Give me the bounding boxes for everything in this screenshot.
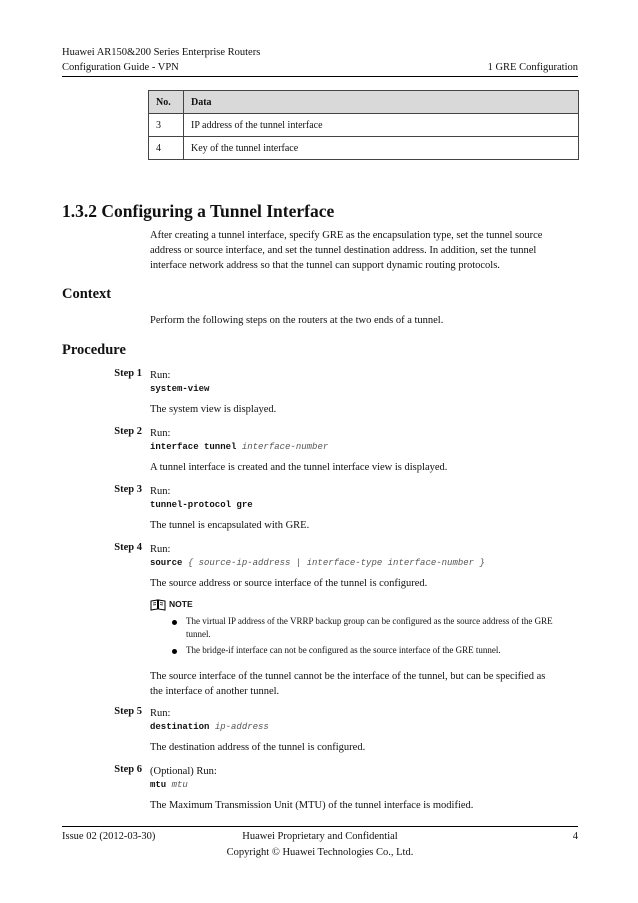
table-cell-data: IP address of the tunnel interface [184,114,579,137]
header-guide: Configuration Guide - VPN [62,62,179,73]
header-rule [62,76,578,77]
table-cell-data: Key of the tunnel interface [184,137,579,160]
step-command-line [150,558,485,568]
step-result: The Maximum Transmission Unit (MTU) of the tunnel interface is modified. [150,800,474,811]
intro-line: After creating a tunnel interface, specify GRE as the encapsulation type, set the tunnel source [150,230,543,241]
step4-extra [150,669,580,699]
table-header-row [149,91,579,114]
note-bullet-2: The bridge-if interface can not be configured as the source interface of the GRE tunnel. [186,645,501,655]
step-run: Run: [150,428,171,439]
step-command-line [150,722,269,732]
step-result: A tunnel interface is created and the tunnel interface view is displayed. [150,462,448,473]
step-run: Run: [150,370,171,381]
footer-copyright: Copyright © Huawei Technologies Co., Ltd. [226,847,414,858]
procedure-heading: Procedure [62,342,126,358]
step-argument: ip-address [214,722,269,732]
step4-extra-line: the interface of another tunnel. [150,686,280,697]
step4-extra-line: The source interface of the tunnel cannot be the interface of the tunnel, but can be specified as [150,671,546,682]
step-command: destination [150,722,210,732]
step-label: Step 2 [114,426,142,437]
note-header [150,598,193,610]
table-cell-no: 4 [149,137,184,160]
step-command: mtu [150,780,167,790]
step-label: Step 4 [114,542,142,553]
step-command-line [150,780,188,790]
header-product: Huawei AR150&200 Series Enterprise Routers [62,47,261,58]
note-book-icon [150,598,166,610]
step-argument: { source-ip-address | interface-type interface-number } [187,558,485,568]
step-label: Step 3 [114,484,142,495]
note-line: tunnel. [186,629,211,639]
context-heading: Context [62,286,112,302]
step-result: The tunnel is encapsulated with GRE. [150,520,310,531]
table-header-no: No. [149,91,184,114]
step-command: system-view [150,384,210,394]
step-argument: mtu [171,780,188,790]
step-result: The system view is displayed. [150,404,277,415]
note-bullet-1 [186,615,580,641]
data-table [148,90,579,160]
step-result: The source address or source interface of the tunnel is configured. [150,578,428,589]
note-line: The virtual IP address of the VRRP backup group can be configured as the source address of the GRE [186,616,553,626]
intro-line: address or source interface, and set the tunnel destination address. In addition, set the tunnel [150,245,537,256]
page-number: 4 [572,831,578,842]
footer-confidential: Huawei Proprietary and Confidential [242,831,398,842]
step-run: Run: [150,544,171,555]
step-command: source [150,558,183,568]
step-run: (Optional) Run: [150,766,217,777]
bullet-dot [172,620,177,625]
table-row [149,114,579,137]
step-command: tunnel-protocol gre [150,500,253,510]
step-run: Run: [150,486,171,497]
bullet-dot [172,649,177,654]
step-label: Step 5 [114,706,142,717]
step-label: Step 6 [114,764,142,775]
table-row [149,137,579,160]
step-command: interface tunnel [150,442,237,452]
header-chapter: 1 GRE Configuration [487,62,578,73]
intro-line: interface network address so that the tunnel can support dynamic routing protocols. [150,260,500,271]
step-result: The destination address of the tunnel is configured. [150,742,366,753]
step-run: Run: [150,708,171,719]
step-command-line [150,442,328,452]
footer-rule [62,826,578,827]
section-intro [150,228,580,273]
step-argument: interface-number [241,442,329,452]
table-header-data: Data [184,91,579,114]
note-label: NOTE [169,599,193,609]
section-title: 1.3.2 Configuring a Tunnel Interface [62,201,335,221]
context-text: Perform the following steps on the routers at the two ends of a tunnel. [150,315,444,326]
footer-issue: Issue 02 (2012-03-30) [62,831,156,842]
step-label: Step 1 [114,368,142,379]
table-cell-no: 3 [149,114,184,137]
